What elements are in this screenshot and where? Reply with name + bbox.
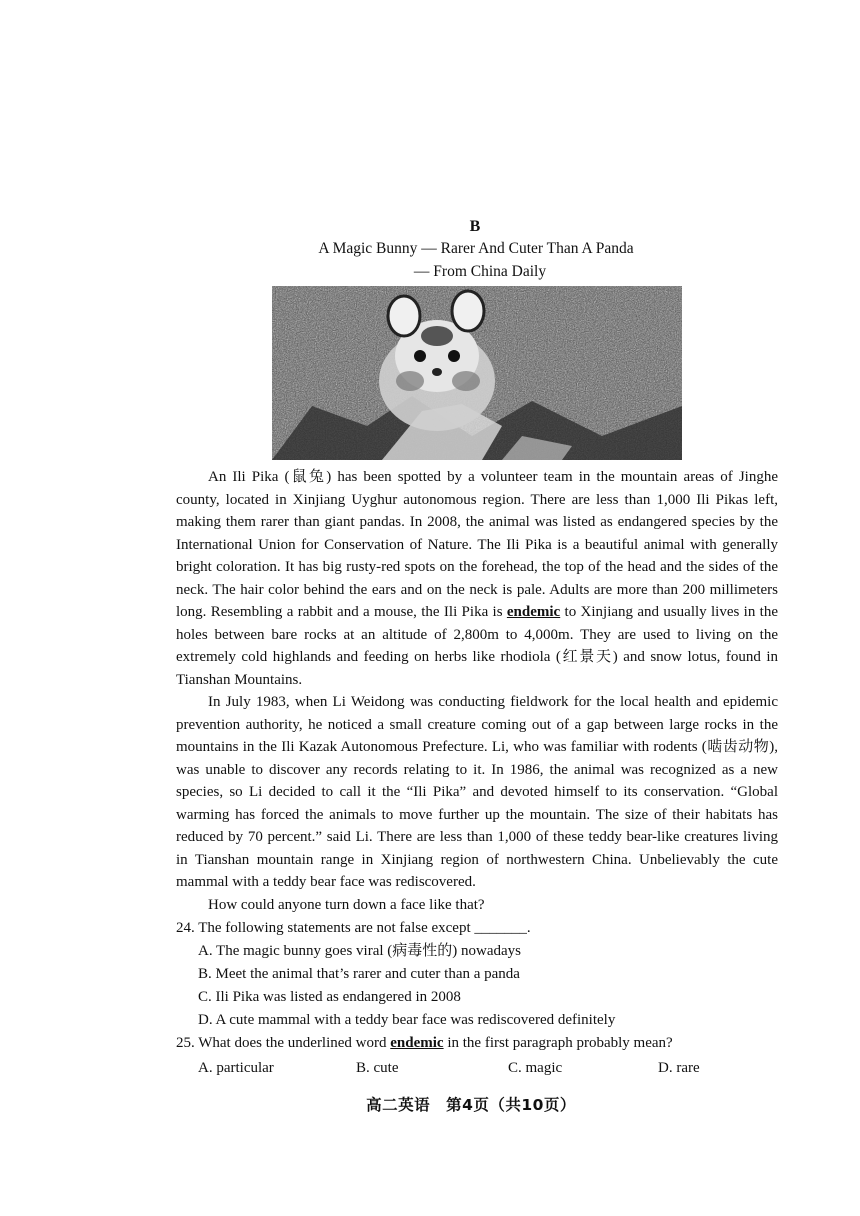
question-25-option-b: B. cute [356, 1060, 399, 1076]
question-25-option-a: A. particular [198, 1060, 274, 1076]
question-25-option-d: D. rare [658, 1060, 700, 1076]
section-letter: B [469, 218, 481, 235]
question-24-option-b: B. Meet the animal that’s rarer and cuter than a panda [198, 966, 520, 982]
underlined-word-endemic-ref: endemic [390, 1035, 444, 1051]
question-25-options [198, 1057, 786, 1080]
question-24-option-d: D. A cute mammal with a teddy bear face was rediscovered definitely [198, 1012, 616, 1028]
question-25-option-c: C. magic [508, 1060, 563, 1076]
article-body [176, 466, 778, 916]
questions [176, 917, 786, 1080]
question-24-stem: 24. The following statements are not false except _______. [176, 920, 531, 936]
underlined-word-endemic: endemic [506, 604, 561, 620]
question-24-option-a: A. The magic bunny goes viral (病毒性的) nowadays [198, 943, 521, 959]
article-source: — From China Daily [413, 263, 547, 280]
paragraph-2: In July 1983, when Li Weidong was conducting fieldwork for the local health and epidemic prevention authority, he noticed a small creature coming out of a gap between large rocks in the mountains in the Ili Kazak Autonomous Prefecture. Li, who was familiar with rodents (啮齿动物), was unable to discover any records relating to it. In 1986, the animal was recognized as a new species, so Li decided to call it the “Ili Pika” and devoted himself to its conservation. “Global warming has forced the animals to move further up the mountain. The size of their habitats has reduced by 70 percent.” said Li. There are less than 1,000 of these teddy bear-like creatures living in Tianshan mountain range in Xinjiang region of northwestern China. Unbelievably the cute mammal with a teddy bear face was rediscovered. [176, 694, 778, 890]
paragraph-1: An Ili Pika (鼠兔) has been spotted by a volunteer team in the mountain areas of Jinghe county, located in Xinjiang Uyghur autonomous region. There are less than 1,000 Ili Pikas left, making them rarer than giant pandas. In 2008, the animal was listed as endangered species by the International Union for Conservation of Nature. The Ili Pika is a beautiful animal with generally bright coloration. It has big rusty-red spots on the forehead, the top of the head and the sides of the neck. The hair color behind the ears and on the neck is pale. Adults are more than 200 millimeters long. Resembling a rabbit and a mouse, the Ili Pika is endemic to Xinjiang and usually lives in the holes between bare rocks at an altitude of 2,800m to 4,000m. They are used to living on the extremely cold highlands and feeding on herbs like rhodiola (红景天) and snow lotus, found in Tianshan Mountains. [176, 469, 778, 688]
question-24-option-c: C. Ili Pika was listed as endangered in 2008 [198, 989, 461, 1005]
article-title: A Magic Bunny — Rarer And Cuter Than A Panda [318, 240, 634, 257]
paragraph-3: How could anyone turn down a face like that? [208, 896, 485, 913]
ili-pika-photo [272, 286, 682, 460]
page-footer: 高二英语 第4页（共10页） [366, 1096, 576, 1114]
question-25-stem: 25. What does the underlined word endemic in the first paragraph probably mean? [176, 1035, 673, 1051]
